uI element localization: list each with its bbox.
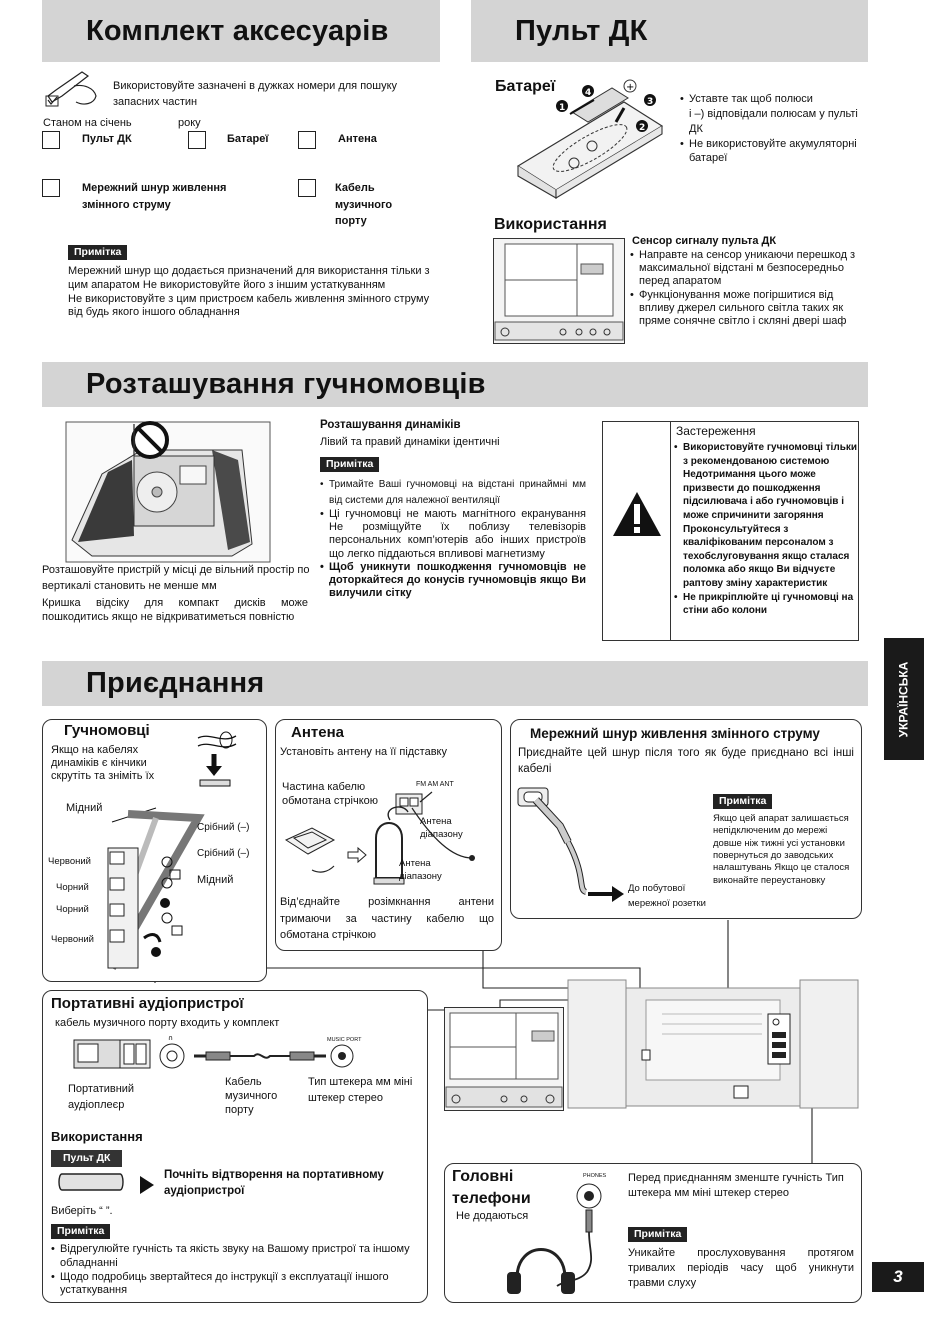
phones-label: PHONES	[583, 1173, 607, 1179]
stereo-front-small-illustration	[444, 1007, 564, 1111]
port-player-label: Портативний аудіоплеєр	[68, 1083, 135, 1111]
ant-conn-text: Установіть антену на її підставку	[280, 746, 447, 758]
port-remote-tag: Пульт ДК	[51, 1150, 122, 1167]
accessories-title: Комплект аксесуарів	[86, 14, 389, 47]
cable-twist-illustration	[196, 724, 252, 792]
port-note-tag: Примітка	[51, 1224, 110, 1239]
copper-label: Мідний	[66, 802, 103, 814]
silver-label-1: Срібний (–)	[197, 822, 250, 833]
hp-text: Перед приєднанням зменште гучність Тип штекера мм міні штекер стерео	[628, 1172, 844, 1199]
svg-text:∩: ∩	[168, 1034, 174, 1042]
placement-text: Лівий та правий динаміки ідентичні	[320, 436, 500, 448]
hp-note-text: Уникайте прослуховування протягом тривалих періодів часу щоб уникнути травми слуху	[628, 1247, 854, 1289]
mains-cord-item: Мережний шнур живлення змінного струму	[82, 182, 227, 211]
port-conn-text: кабель музичного порту входить у комплект	[55, 1017, 280, 1029]
port-cable-label: Кабель музичного порту	[225, 1076, 278, 1116]
speakers-title: Розташування гучномовців	[86, 368, 486, 401]
warning-title: Застереження	[676, 424, 756, 438]
speakers-note-tag: Примітка	[320, 457, 379, 472]
batteries-item: Батареї	[227, 133, 269, 145]
port-note-bullets	[51, 1243, 421, 1298]
svg-text:3: 3	[647, 97, 654, 107]
mains-conn-title: Мережний шнур живлення змінного струму	[530, 726, 820, 741]
language-tab-label: УКРАЇНСЬКА	[896, 661, 911, 737]
ant-part-label: Частина кабелю обмотана стрічкою	[282, 781, 379, 807]
black-label-1: Чорний	[56, 882, 89, 893]
headphones-illustration	[503, 1180, 613, 1300]
accessories-note-text: Мережний шнур що додається призначений для використання тільки з цим апаратом Не використовуйте його з іншим устаткуванням Не використовуйте з цим пристроєм кабель живлення змінного струму від будь якого іншого обладнання	[68, 265, 430, 319]
play-arrow-icon	[139, 1175, 155, 1195]
portable-player-illustration	[72, 1034, 156, 1074]
port-plug-label: Тип штекера мм міні штекер стерео	[308, 1076, 413, 1104]
speakers-note-1: • Тримайте Ваші гучномовці на відстані принаймні мм від системи для належної вентиляції	[320, 477, 586, 508]
connection-title: Приєднання	[86, 667, 265, 700]
speakers-note-2: • Ці гучномовці не мають магнітного екранування Не розміщуйте їх поблизу телевізорів персональних комп’ютерів або інших пристроїв що легко піддаються впливові магнетизму	[320, 508, 586, 561]
warning-bullet-1: • Використовуйте гучномовці тільки з рекомендованою системою Недотримання цього може призвести до пошкодження підсилювача і або гучномовців і може спричинити загоряння Проконсультуйтеся з кваліфікованим персоналом з техобслуговування якщо сталася поломка або якщо Ви відчуєте раптову зміну характеристик	[674, 441, 858, 591]
batteries-subtitle: Батареї	[495, 78, 556, 95]
placement-title: Розташування динаміків	[320, 419, 461, 431]
antenna-item: Антена	[338, 133, 377, 145]
music-cable-item: Кабель музичного порту	[335, 182, 393, 227]
mains-note-text: Якщо цей апарат залишається непідключеним до мережі довше ніж тижні усі установки повернуться до заводських налаштувань Якщо це сталося виконайте переустановку	[713, 813, 850, 886]
year-label: року	[178, 117, 201, 129]
accessories-intro: Використовуйте зазначені в дужках номери для пошуку запасних частин	[113, 80, 398, 108]
ant-bottom-text: Від’єднайте розімкнання антени тримаючи за частину кабелю що обмотана стрічкою	[280, 896, 494, 941]
ant-label-2: Антена діапазону	[399, 858, 442, 883]
hp-note-tag: Примітка	[628, 1227, 687, 1242]
mains-conn-text: Приєднайте цей шнур після того як буде приєднано всі інші кабелі	[518, 747, 854, 775]
mains-outlet-label: До побутової мережної розетки	[628, 883, 706, 909]
silver-label-2: Срібний (–)	[197, 848, 250, 859]
sensor-bullet-1: • Направте на сенсор уникаючи перешкод з максимальної відстані м безпосередньо перед апаратом	[630, 249, 858, 289]
mains-plug-illustration	[516, 786, 626, 902]
remote-button-illustration	[58, 1170, 124, 1194]
port-use-title: Використання	[51, 1129, 143, 1144]
placement-left-text-2: Кришка відсіку для компакт дисків може пошкодитись якщо не відкриватиметься повністю	[42, 597, 308, 623]
warning-bullet-2: • Не прикріплюйте ці гучномовці на стіни або колони	[674, 591, 858, 618]
copper-label-2: Мідний	[197, 874, 234, 886]
svg-text:1: 1	[559, 103, 566, 113]
speakers-note-3: • Щоб уникнути пошкодження гучномовців не доторкайтеся до конусів гучномовців якщо Ви вилучили сітку	[320, 561, 586, 601]
port-note-2: • Щодо подробиць звертайтеся до інструкції з експлуатації іншого устаткування	[51, 1271, 421, 1299]
stereo-rear-illustration	[562, 974, 864, 1112]
svg-text:+: +	[626, 82, 635, 93]
battery-bullet-1: • Уставте так щоб полюси і –) відповідали полюсам у пульті ДК	[680, 92, 858, 137]
battery-bullet-2: • Не використовуйте акумуляторні батареї	[680, 137, 858, 167]
page-number: 3	[872, 1262, 924, 1292]
sensor-bullet-2: • Функціонування може погіршитися від впливу джерел сильного світла таких як пряме сонячне світло і скляні двері шаф	[630, 289, 858, 329]
ant-terminal-label: FM AM ANT	[416, 781, 454, 788]
svg-text:4: 4	[585, 88, 592, 98]
spk-conn-text: Якщо на кабелях динаміків є кінчики скрутіть та зніміть їх	[51, 744, 155, 783]
hp-conn-title: Головні телефони	[452, 1168, 531, 1207]
remote-use-subtitle: Використання	[494, 216, 607, 233]
accessories-note-tag: Примітка	[68, 245, 127, 260]
ant-conn-title: Антена	[291, 724, 344, 741]
placement-left-text-1: Розташовуйте пристрій у місці де вільний простір по вертикалі становить не менше мм	[42, 564, 310, 592]
start-play-text: Почніть відтворення на портативному аудіопристрої	[164, 1169, 384, 1197]
remote-title: Пульт ДК	[515, 14, 648, 47]
red-label-2: Червоний	[51, 934, 94, 945]
red-label-1: Червоний	[48, 856, 91, 867]
mains-note-tag: Примітка	[713, 794, 772, 809]
sensor-title: Сенсор сигналу пульта ДК	[632, 235, 777, 247]
svg-text:2: 2	[639, 123, 646, 133]
music-port-label: MUSIC PORT	[327, 1037, 362, 1043]
black-label-2: Чорний	[56, 904, 89, 915]
remote-item: Пульт ДК	[82, 133, 132, 145]
as-of-label: Станом на січень	[43, 117, 132, 129]
hp-sub-text: Не додаються	[456, 1210, 529, 1222]
select-text: Виберіть “ ”.	[51, 1205, 113, 1217]
ant-label-1: Антена діапазону	[420, 816, 463, 841]
spk-conn-title: Гучномовці	[64, 722, 150, 739]
port-note-1: • Відрегулюйте гучність та якість звуку на Вашому пристрої та іншому обладнанні	[51, 1243, 421, 1271]
port-conn-title: Портативні аудіопристрої	[51, 995, 244, 1012]
